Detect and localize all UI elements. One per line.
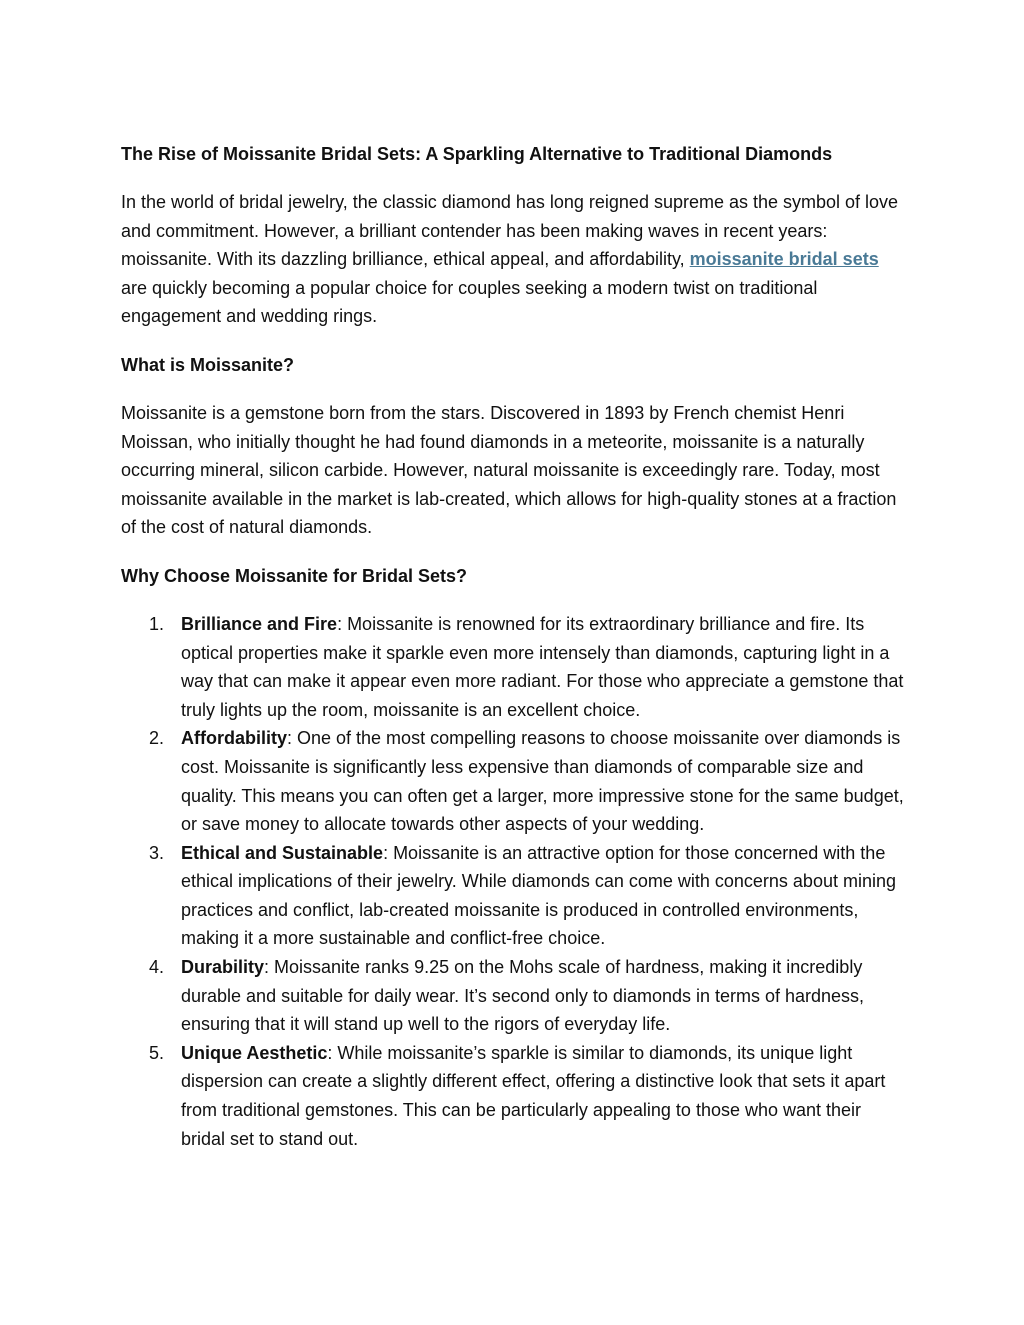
list-item-number: 5.	[149, 1042, 165, 1063]
list-item-term: Unique Aesthetic	[181, 1042, 328, 1063]
moissanite-bridal-sets-link[interactable]: moissanite bridal sets	[689, 249, 879, 270]
intro-text-before-link: In the world of bridal jewelry, the classic diamond has long reigned supreme as the symbol of love and commitment. However, a brilliant contender has been making waves in recent years: moissanite. With its dazzling brilliance, ethical appeal, and affordability,	[121, 192, 899, 270]
list-item	[121, 610, 907, 724]
intro-paragraph	[121, 188, 907, 331]
list-item	[121, 724, 907, 838]
list-item-term: Affordability	[181, 728, 287, 749]
list-item-term: Brilliance and Fire	[181, 613, 338, 634]
list-item-text: : Moissanite is renowned for its extraordinary brilliance and fire. Its optical properties make it sparkle even more intensely than diamonds, capturing light in a way that can make it appear even more radiant. For those who appreciate a gemstone that truly lights up the room, moissanite is an excellent choice.	[181, 613, 904, 720]
intro-text-after-link: are quickly becoming a popular choice for couples seeking a modern twist on traditional engagement and wedding rings.	[121, 277, 818, 327]
list-item-number: 4.	[149, 957, 165, 978]
section-heading-why-choose: Why Choose Moissanite for Bridal Sets?	[121, 565, 468, 586]
list-item	[121, 1039, 907, 1153]
list-item-text: : Moissanite ranks 9.25 on the Mohs scale of hardness, making it incredibly durable and suitable for daily wear. It’s second only to diamonds in terms of hardness, ensuring that it will stand up well to the rigors of everyday life.	[181, 957, 865, 1035]
list-item-term: Ethical and Sustainable	[181, 842, 384, 863]
list-item-number: 3.	[149, 842, 165, 863]
list-item	[121, 953, 907, 1039]
list-item-text: : One of the most compelling reasons to choose moissanite over diamonds is cost. Moissanite is significantly less expensive than diamonds of comparable size and quality. This means you can often get a larger, more impressive stone for the same budget, or save money to allocate towards other aspects of your wedding.	[181, 728, 904, 835]
section-heading-what-is-moissanite: What is Moissanite?	[121, 354, 295, 375]
list-item-term: Durability	[181, 957, 265, 978]
document-page	[121, 140, 907, 1153]
list-item-number: 1.	[149, 613, 165, 634]
reasons-list	[121, 610, 907, 1153]
list-item-text: : While moissanite’s sparkle is similar to diamonds, its unique light dispersion can create a slightly different effect, offering a distinctive look that sets it apart from traditional gemstones. This can be particularly appealing to those who want their bridal set to stand out.	[181, 1042, 886, 1149]
document-title: The Rise of Moissanite Bridal Sets: A Sparkling Alternative to Traditional Diamonds	[121, 144, 833, 164]
list-item-text: : Moissanite is an attractive option for those concerned with the ethical implications of their jewelry. While diamonds can come with concerns about mining practices and conflict, lab-created moissanite is produced in controlled environments, making it a more sustainable and conflict-free choice.	[181, 842, 896, 949]
list-item-number: 2.	[149, 728, 165, 749]
list-item	[121, 839, 907, 953]
section-body-what-is-moissanite: Moissanite is a gemstone born from the stars. Discovered in 1893 by French chemist Henri Moissan, who initially thought he had found diamonds in a meteorite, moissanite is a naturally occurring mineral, silicon carbide. However, natural moissanite is exceedingly rare. Today, most moissanite available in the market is lab-created, which allows for high-quality stones at a fraction of the cost of natural diamonds.	[121, 402, 897, 538]
